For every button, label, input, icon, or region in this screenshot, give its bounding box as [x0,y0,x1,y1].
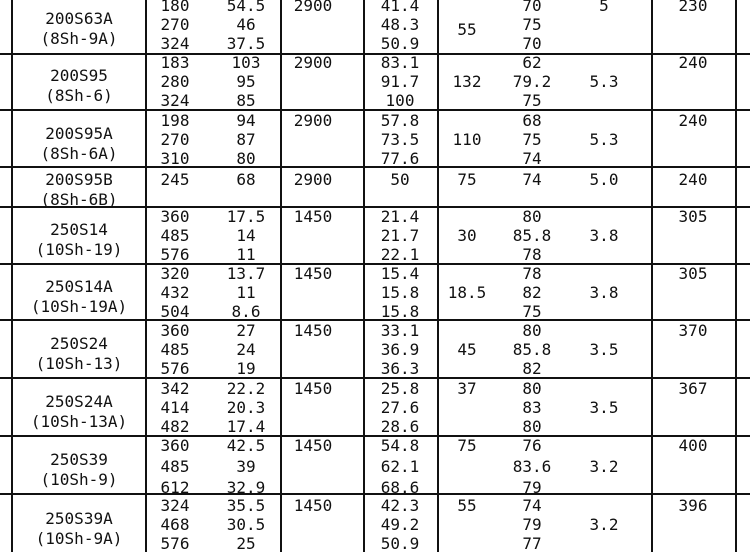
shaft-power-cell: 27.6 [380,398,420,417]
efficiency-cell: 74 [522,170,542,189]
head-cell: 95 [236,72,256,91]
column-divider [735,0,737,552]
head-cell: 22.2 [226,379,266,398]
shaft-power-cell: 83.1 [380,53,420,72]
efficiency-cell: 78 [522,245,542,264]
speed-cell: 1450 [293,496,333,515]
model-name: 200S63A [45,8,113,28]
shaft-power-cell: 54.8 [380,436,420,455]
model-legacy-code: (8Sh-6) [45,85,113,105]
model-name: 200S95 [50,65,108,85]
shaft-power-cell: 50 [390,170,410,189]
head-cell: 94 [236,111,256,130]
head-cell: 103 [231,53,261,72]
flow-cell: 612 [160,478,190,497]
head-cell: 11 [236,283,256,302]
motor-power-cell: 55 [457,20,477,39]
head-cell: 37.5 [226,34,266,53]
shaft-power-cell: 21.4 [380,207,420,226]
flow-cell: 324 [160,91,190,110]
flow-cell: 360 [160,321,190,340]
npsh-cell: 3.5 [589,398,619,417]
row-divider [0,53,750,55]
efficiency-cell: 80 [522,207,542,226]
flow-cell: 482 [160,417,190,436]
shaft-power-cell: 15.4 [380,264,420,283]
flow-cell: 576 [160,245,190,264]
row-divider [0,493,750,495]
model-name: 250S24A [45,391,113,411]
shaft-power-cell: 25.8 [380,379,420,398]
efficiency-cell: 68 [522,111,542,130]
shaft-power-cell: 91.7 [380,72,420,91]
efficiency-cell: 80 [522,417,542,436]
motor-power-cell: 110 [452,130,482,149]
speed-cell: 1450 [293,264,333,283]
row-divider [0,166,750,168]
motor-power-cell: 75 [457,436,477,455]
flow-cell: 485 [160,226,190,245]
efficiency-cell: 74 [522,496,542,515]
head-cell: 85 [236,91,256,110]
shaft-power-cell: 42.3 [380,496,420,515]
efficiency-cell: 75 [522,302,542,321]
model-legacy-code: (10Sh-19) [35,239,123,259]
flow-cell: 432 [160,283,190,302]
head-cell: 68 [236,170,256,189]
head-cell: 17.5 [226,207,266,226]
speed-cell: 2900 [293,111,333,130]
shaft-power-cell: 36.9 [380,340,420,359]
head-cell: 80 [236,149,256,168]
npsh-cell: 3.2 [589,515,619,534]
efficiency-cell: 62 [522,53,542,72]
column-divider [145,0,147,552]
efficiency-cell: 79.2 [512,72,552,91]
row-divider [0,109,750,111]
efficiency-cell: 85.8 [512,226,552,245]
flow-cell: 270 [160,15,190,34]
flow-cell: 414 [160,398,190,417]
head-cell: 54.5 [226,0,266,15]
efficiency-cell: 75 [522,91,542,110]
efficiency-cell: 83 [522,398,542,417]
speed-cell: 1450 [293,321,333,340]
model-name: 250S39A [45,508,113,528]
shaft-power-cell: 68.6 [380,478,420,497]
model-legacy-code: (10Sh-19A) [30,296,128,316]
flow-cell: 504 [160,302,190,321]
head-cell: 19 [236,359,256,378]
head-cell: 39 [236,457,256,476]
motor-power-cell: 30 [457,226,477,245]
flow-cell: 342 [160,379,190,398]
efficiency-cell: 78 [522,264,542,283]
efficiency-cell: 76 [522,436,542,455]
npsh-cell: 3.2 [589,457,619,476]
weight-cell: 240 [678,53,708,72]
flow-cell: 280 [160,72,190,91]
motor-power-cell: 18.5 [447,283,487,302]
shaft-power-cell: 41.4 [380,0,420,15]
shaft-power-cell: 100 [385,91,415,110]
shaft-power-cell: 21.7 [380,226,420,245]
row-divider [0,435,750,437]
head-cell: 14 [236,226,256,245]
efficiency-cell: 70 [522,34,542,53]
efficiency-cell: 75 [522,130,542,149]
shaft-power-cell: 57.8 [380,111,420,130]
weight-cell: 367 [678,379,708,398]
speed-cell: 1450 [293,207,333,226]
head-cell: 42.5 [226,436,266,455]
column-divider [11,0,13,552]
motor-power-cell: 37 [457,379,477,398]
npsh-cell: 3.8 [589,283,619,302]
efficiency-cell: 74 [522,149,542,168]
speed-cell: 1450 [293,436,333,455]
head-cell: 87 [236,130,256,149]
flow-cell: 468 [160,515,190,534]
flow-cell: 198 [160,111,190,130]
weight-cell: 240 [678,170,708,189]
column-divider [363,0,365,552]
npsh-cell: 5.3 [589,72,619,91]
shaft-power-cell: 50.9 [380,534,420,553]
head-cell: 17.4 [226,417,266,436]
shaft-power-cell: 15.8 [380,283,420,302]
efficiency-cell: 85.8 [512,340,552,359]
flow-cell: 180 [160,0,190,15]
head-cell: 20.3 [226,398,266,417]
shaft-power-cell: 50.9 [380,34,420,53]
shaft-power-cell: 22.1 [380,245,420,264]
model-legacy-code: (8Sh-9A) [40,28,118,48]
flow-cell: 485 [160,340,190,359]
weight-cell: 305 [678,207,708,226]
flow-cell: 360 [160,436,190,455]
model-name: 250S24 [50,333,108,353]
head-cell: 27 [236,321,256,340]
flow-cell: 245 [160,170,190,189]
shaft-power-cell: 33.1 [380,321,420,340]
npsh-cell: 5 [599,0,609,15]
flow-cell: 183 [160,53,190,72]
model-legacy-code: (8Sh-6B) [40,190,118,209]
model-legacy-code: (10Sh-13) [35,353,123,373]
weight-cell: 305 [678,264,708,283]
model-name: 200S95B [45,170,113,189]
head-cell: 24 [236,340,256,359]
head-cell: 46 [236,15,256,34]
flow-cell: 360 [160,207,190,226]
head-cell: 25 [236,534,256,553]
motor-power-cell: 55 [457,496,477,515]
column-divider [280,0,282,552]
row-divider [0,263,750,265]
efficiency-cell: 80 [522,321,542,340]
efficiency-cell: 80 [522,379,542,398]
head-cell: 35.5 [226,496,266,515]
motor-power-cell: 75 [457,170,477,189]
efficiency-cell: 79 [522,478,542,497]
model-name: 250S14 [50,219,108,239]
flow-cell: 576 [160,534,190,553]
weight-cell: 230 [678,0,708,15]
row-divider [0,377,750,379]
npsh-cell: 5.0 [589,170,619,189]
efficiency-cell: 77 [522,534,542,553]
column-divider [437,0,439,552]
model-legacy-code: (10Sh-13A) [30,411,128,431]
flow-cell: 324 [160,496,190,515]
model-legacy-code: (10Sh-9A) [35,528,123,548]
row-divider [0,319,750,321]
shaft-power-cell: 62.1 [380,457,420,476]
efficiency-cell: 82 [522,359,542,378]
npsh-cell: 5.3 [589,130,619,149]
shaft-power-cell: 36.3 [380,359,420,378]
efficiency-cell: 75 [522,15,542,34]
speed-cell: 2900 [293,170,333,189]
speed-cell: 1450 [293,379,333,398]
speed-cell: 2900 [293,53,333,72]
head-cell: 11 [236,245,256,264]
efficiency-cell: 83.6 [512,457,552,476]
head-cell: 13.7 [226,264,266,283]
motor-power-cell: 45 [457,340,477,359]
weight-cell: 396 [678,496,708,515]
shaft-power-cell: 77.6 [380,149,420,168]
efficiency-cell: 70 [522,0,542,15]
flow-cell: 320 [160,264,190,283]
flow-cell: 324 [160,34,190,53]
npsh-cell: 3.8 [589,226,619,245]
head-cell: 8.6 [231,302,261,321]
column-divider [651,0,653,552]
shaft-power-cell: 28.6 [380,417,420,436]
flow-cell: 310 [160,149,190,168]
weight-cell: 400 [678,436,708,455]
efficiency-cell: 79 [522,515,542,534]
flow-cell: 270 [160,130,190,149]
flow-cell: 485 [160,457,190,476]
model-name: 250S14A [45,276,113,296]
model-name: 200S95A [45,123,113,143]
model-name: 250S39 [50,449,108,469]
shaft-power-cell: 73.5 [380,130,420,149]
speed-cell: 2900 [293,0,333,15]
model-legacy-code: (10Sh-9) [40,469,118,489]
npsh-cell: 3.5 [589,340,619,359]
efficiency-cell: 82 [522,283,542,302]
shaft-power-cell: 15.8 [380,302,420,321]
head-cell: 30.5 [226,515,266,534]
model-legacy-code: (8Sh-6A) [40,143,118,163]
motor-power-cell: 132 [452,72,482,91]
weight-cell: 370 [678,321,708,340]
shaft-power-cell: 49.2 [380,515,420,534]
weight-cell: 240 [678,111,708,130]
shaft-power-cell: 48.3 [380,15,420,34]
flow-cell: 576 [160,359,190,378]
head-cell: 32.9 [226,478,266,497]
